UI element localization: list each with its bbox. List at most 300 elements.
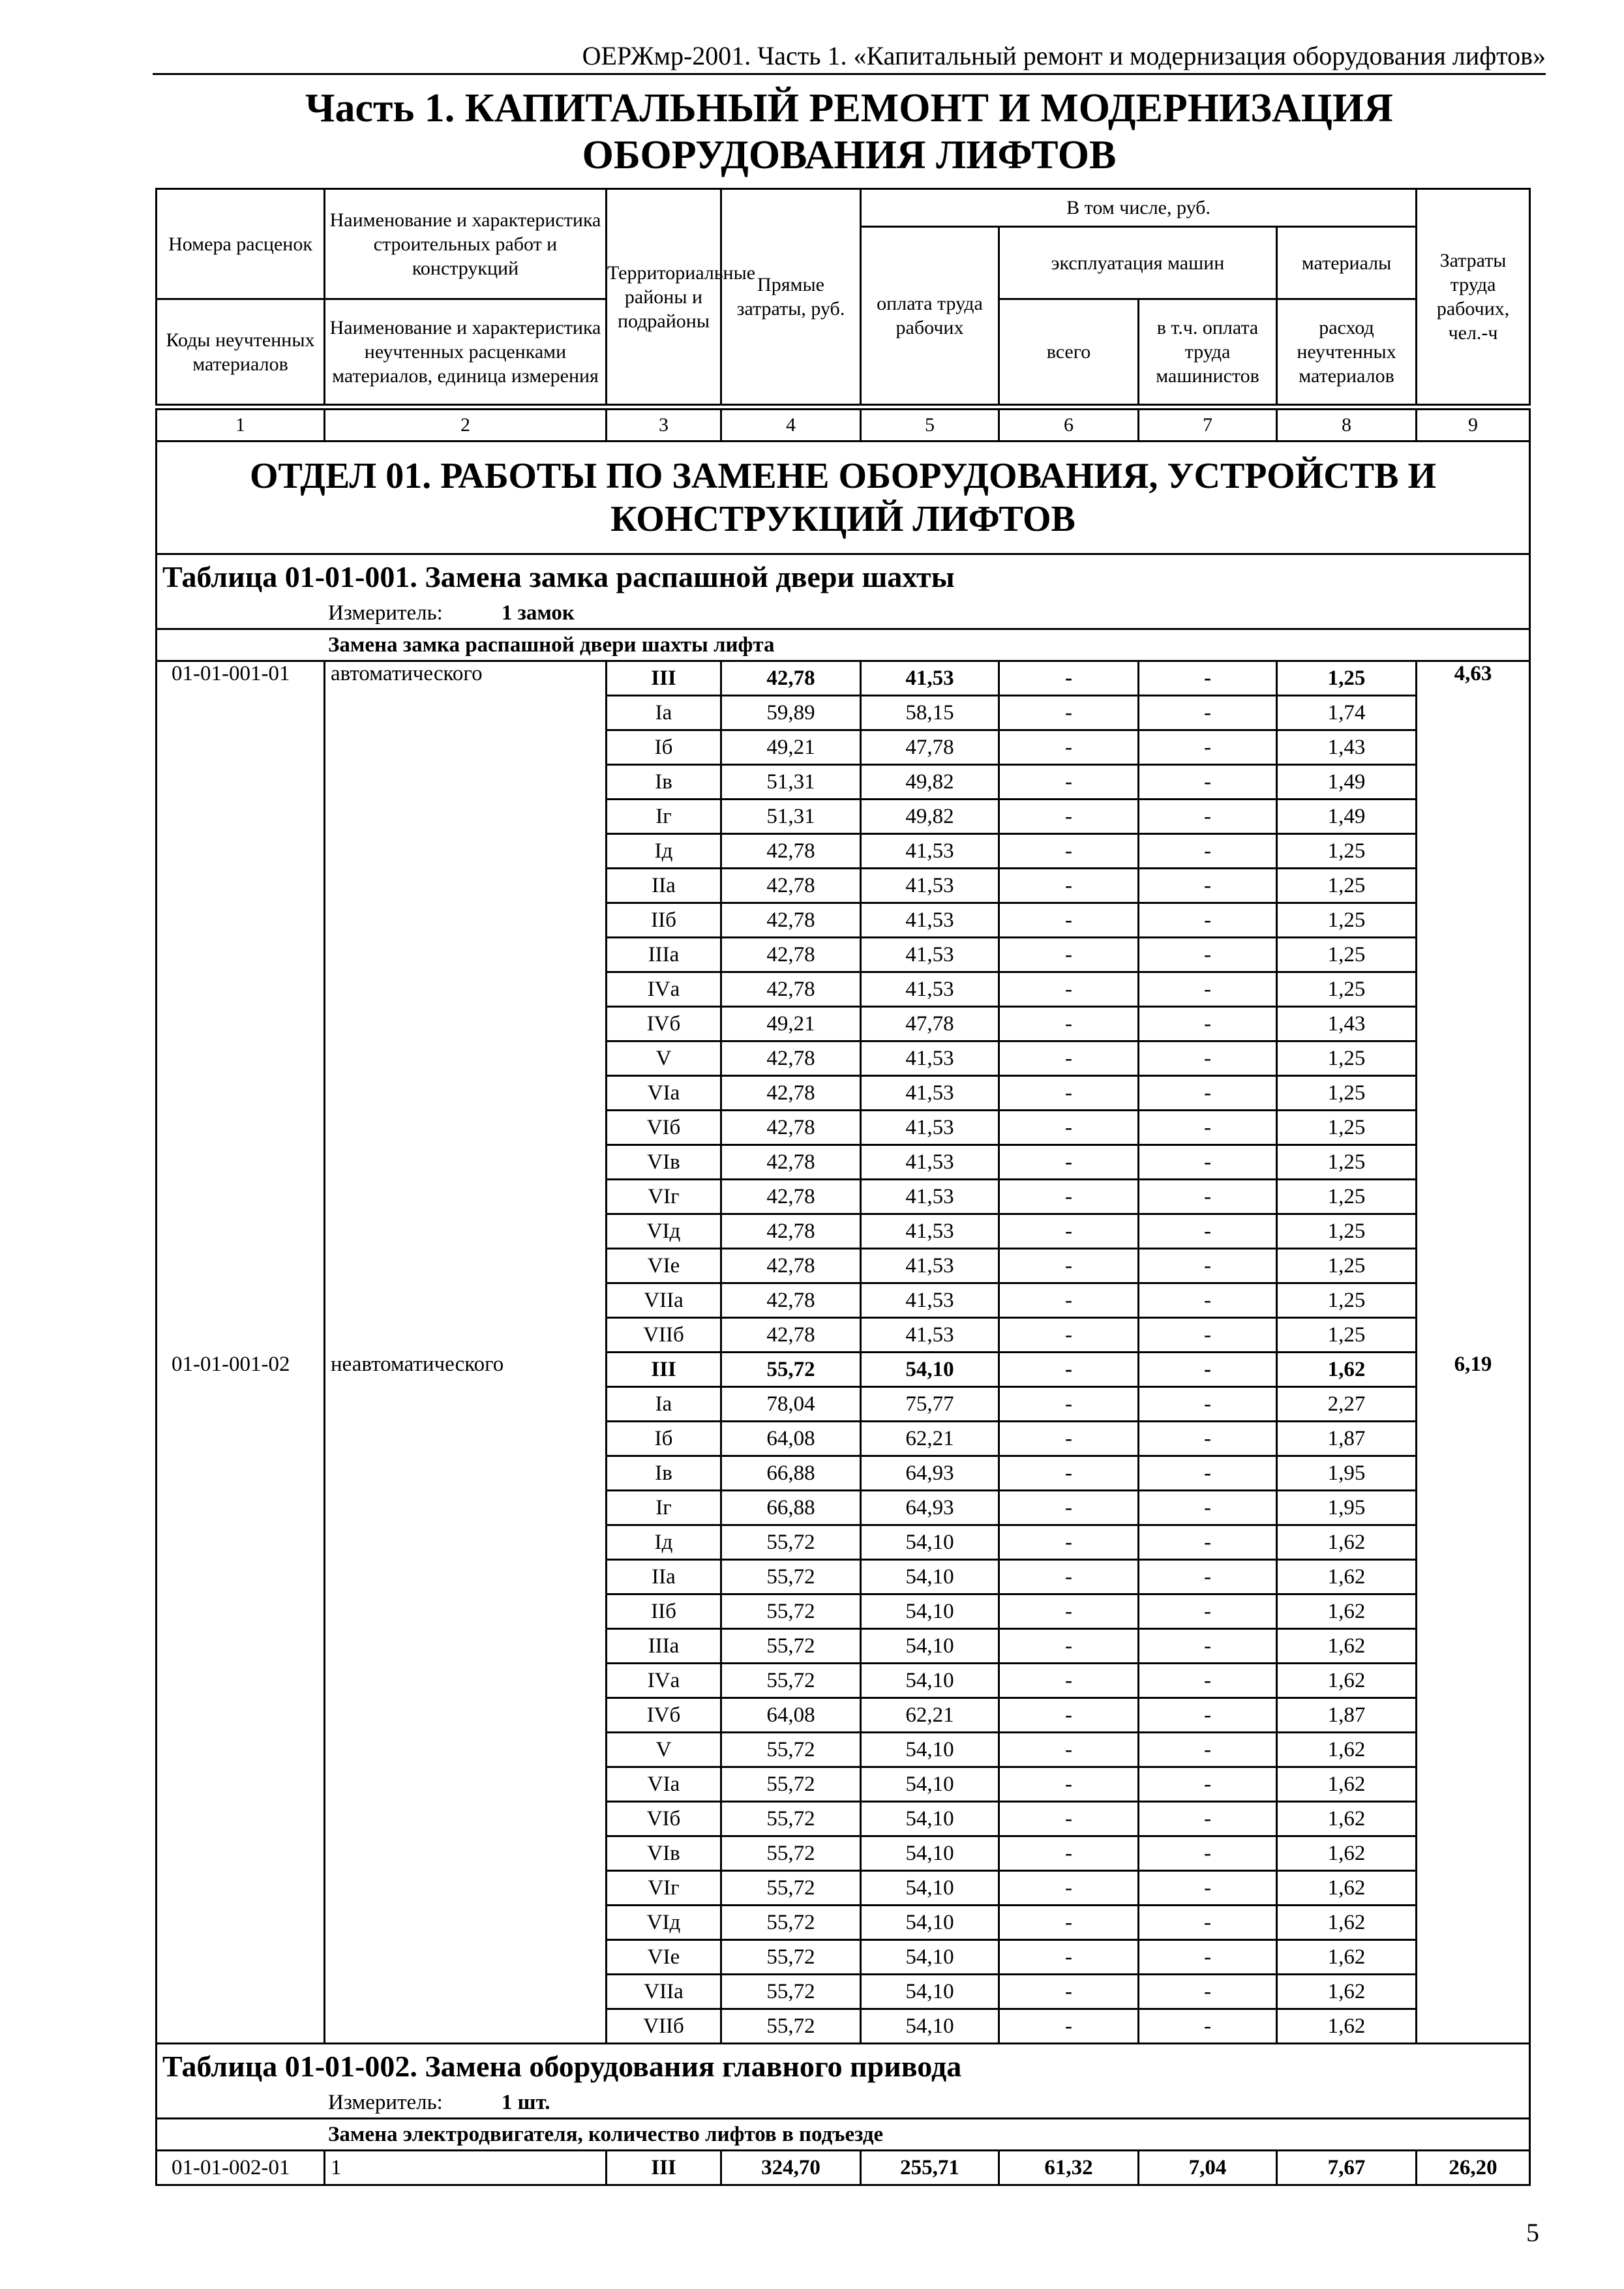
- territory-zone: VIг: [607, 1180, 721, 1214]
- workers-pay: 41,53: [861, 972, 999, 1007]
- machinist-pay: -: [1139, 1698, 1277, 1733]
- machinist-pay: -: [1139, 1041, 1277, 1076]
- territory-zone: Iб: [607, 1422, 721, 1456]
- measure-label: Измеритель:: [328, 601, 443, 625]
- machines-total: -: [999, 1594, 1139, 1629]
- workers-pay: 54,10: [861, 1525, 999, 1560]
- territory-zone: IVб: [607, 1698, 721, 1733]
- territory-zone: Iг: [607, 1491, 721, 1525]
- workers-pay: 41,53: [861, 1283, 999, 1318]
- page-title-line-2: ОБОРУДОВАНИЯ ЛИФТОВ: [582, 133, 1117, 177]
- materials: 1,25: [1277, 661, 1417, 696]
- col-header-including: В том числе, руб.: [861, 189, 1417, 227]
- col-header-territory: Территориальные районы и подрайоны: [607, 189, 721, 405]
- machinist-pay: -: [1139, 1767, 1277, 1802]
- direct-costs: 42,78: [721, 1214, 861, 1249]
- materials: 1,25: [1277, 1076, 1417, 1111]
- column-number: 7: [1139, 410, 1277, 441]
- machinist-pay: -: [1139, 1664, 1277, 1698]
- territory-zone: Iа: [607, 696, 721, 730]
- territory-zone: VIа: [607, 1767, 721, 1802]
- machinist-pay: -: [1139, 1283, 1277, 1318]
- machines-total: -: [999, 1906, 1139, 1940]
- workers-pay: 54,10: [861, 1733, 999, 1767]
- column-number: 6: [999, 410, 1139, 441]
- workers-pay: 41,53: [861, 834, 999, 869]
- section-heading-row: [157, 441, 1530, 554]
- table-title-row: [157, 2044, 1530, 2088]
- direct-costs: 55,72: [721, 1733, 861, 1767]
- machinist-pay: -: [1139, 1249, 1277, 1283]
- machinist-pay: -: [1139, 1076, 1277, 1111]
- territory-zone: VIг: [607, 1871, 721, 1906]
- direct-costs: 42,78: [721, 1318, 861, 1353]
- materials: 1,25: [1277, 869, 1417, 903]
- machines-total: 61,32: [999, 2151, 1139, 2185]
- table-subheading: Замена замка распашной двери шахты лифта: [157, 629, 1530, 661]
- column-number: 8: [1277, 410, 1417, 441]
- territory-zone: IIIа: [607, 938, 721, 972]
- machines-total: -: [999, 1733, 1139, 1767]
- materials: 1,62: [1277, 1802, 1417, 1836]
- machinist-pay: -: [1139, 1560, 1277, 1594]
- workers-pay: 41,53: [861, 938, 999, 972]
- col-header-material-names: Наименование и характеристика неучтенных расценками материалов, единица измерения: [325, 299, 607, 405]
- materials: 1,25: [1277, 1249, 1417, 1283]
- machines-total: -: [999, 1940, 1139, 1975]
- workers-pay: 54,10: [861, 1560, 999, 1594]
- territory-zone: IIа: [607, 869, 721, 903]
- materials: 1,74: [1277, 696, 1417, 730]
- territory-zone: VIIа: [607, 1283, 721, 1318]
- machines-total: -: [999, 1629, 1139, 1664]
- machinist-pay: -: [1139, 1871, 1277, 1906]
- direct-costs: 55,72: [721, 1353, 861, 1387]
- col-header-machines-total: всего: [999, 299, 1139, 405]
- col-header-materials: материалы: [1277, 227, 1417, 299]
- territory-zone: IIа: [607, 1560, 721, 1594]
- rates-table: [155, 408, 1531, 2186]
- column-number: 5: [861, 410, 999, 441]
- workers-pay: 54,10: [861, 1664, 999, 1698]
- workers-pay: 41,53: [861, 1111, 999, 1145]
- machinist-pay: -: [1139, 1491, 1277, 1525]
- materials: 1,62: [1277, 1733, 1417, 1767]
- territory-zone: Iб: [607, 730, 721, 765]
- machinist-pay: -: [1139, 1836, 1277, 1871]
- machines-total: -: [999, 1283, 1139, 1318]
- table-row: [157, 661, 1530, 696]
- machines-total: -: [999, 1041, 1139, 1076]
- table-subheading: Замена электродвигателя, количество лифтов в подъезде: [157, 2119, 1530, 2151]
- measure-label: Измеритель:: [328, 2090, 443, 2114]
- col-header-workers-pay: оплата труда рабочих: [861, 227, 999, 405]
- machines-total: -: [999, 1249, 1139, 1283]
- machinist-pay: -: [1139, 765, 1277, 800]
- machines-total: -: [999, 972, 1139, 1007]
- direct-costs: 42,78: [721, 972, 861, 1007]
- machinist-pay: -: [1139, 1318, 1277, 1353]
- section-heading: [157, 441, 1530, 554]
- workers-pay: 62,21: [861, 1698, 999, 1733]
- territory-zone: Iв: [607, 1456, 721, 1491]
- direct-costs: 42,78: [721, 1111, 861, 1145]
- workers-pay: 62,21: [861, 1422, 999, 1456]
- machines-total: -: [999, 1387, 1139, 1422]
- machinist-pay: -: [1139, 661, 1277, 696]
- labor-costs: 26,20: [1417, 2151, 1530, 2185]
- col-header-material-codes: Коды неучтенных материалов: [157, 299, 325, 405]
- direct-costs: 55,72: [721, 1560, 861, 1594]
- territory-zone: Iв: [607, 765, 721, 800]
- machinist-pay: -: [1139, 1387, 1277, 1422]
- territory-zone: VIб: [607, 1111, 721, 1145]
- materials: 1,62: [1277, 1353, 1417, 1387]
- workers-pay: 54,10: [861, 1767, 999, 1802]
- territory-zone: V: [607, 1041, 721, 1076]
- territory-zone: VIд: [607, 1906, 721, 1940]
- materials: 1,49: [1277, 765, 1417, 800]
- machines-total: -: [999, 1422, 1139, 1456]
- machines-total: -: [999, 1698, 1139, 1733]
- measure-row: [157, 598, 1530, 629]
- measure-unit: [157, 2087, 1530, 2119]
- direct-costs: 55,72: [721, 1629, 861, 1664]
- materials: 1,87: [1277, 1698, 1417, 1733]
- direct-costs: 42,78: [721, 903, 861, 938]
- col-header-rate-numbers: Номера расценок: [157, 189, 325, 299]
- machinist-pay: -: [1139, 1594, 1277, 1629]
- machinist-pay: -: [1139, 1214, 1277, 1249]
- materials: 1,95: [1277, 1456, 1417, 1491]
- direct-costs: 55,72: [721, 1871, 861, 1906]
- materials: 1,62: [1277, 1906, 1417, 1940]
- machines-total: -: [999, 869, 1139, 903]
- materials: 2,27: [1277, 1387, 1417, 1422]
- direct-costs: 42,78: [721, 1145, 861, 1180]
- column-number: 3: [607, 410, 721, 441]
- rate-name: автоматического: [325, 661, 607, 1353]
- machines-total: -: [999, 1525, 1139, 1560]
- territory-zone: IVа: [607, 972, 721, 1007]
- materials: 1,62: [1277, 1594, 1417, 1629]
- table-title: Таблица 01-01-002. Замена оборудования главного привода: [157, 2044, 1530, 2088]
- territory-zone: Iд: [607, 1525, 721, 1560]
- rate-name: 1: [325, 2151, 607, 2185]
- machinist-pay: -: [1139, 834, 1277, 869]
- direct-costs: 51,31: [721, 765, 861, 800]
- materials: 1,25: [1277, 1318, 1417, 1353]
- workers-pay: 54,10: [861, 1594, 999, 1629]
- workers-pay: 41,53: [861, 1041, 999, 1076]
- machinist-pay: -: [1139, 938, 1277, 972]
- direct-costs: 42,78: [721, 1283, 861, 1318]
- machinist-pay: -: [1139, 1111, 1277, 1145]
- workers-pay: 49,82: [861, 800, 999, 834]
- materials: 1,25: [1277, 972, 1417, 1007]
- workers-pay: 54,10: [861, 2009, 999, 2044]
- workers-pay: 54,10: [861, 1353, 999, 1387]
- machinist-pay: -: [1139, 1975, 1277, 2009]
- machinist-pay: -: [1139, 1353, 1277, 1387]
- direct-costs: 78,04: [721, 1387, 861, 1422]
- machines-total: -: [999, 1007, 1139, 1041]
- territory-zone: IVа: [607, 1664, 721, 1698]
- territory-zone: VIб: [607, 1802, 721, 1836]
- page-title: [153, 85, 1546, 179]
- workers-pay: 41,53: [861, 869, 999, 903]
- direct-costs: 66,88: [721, 1491, 861, 1525]
- column-number: 1: [157, 410, 325, 441]
- territory-zone: Iд: [607, 834, 721, 869]
- machinist-pay: 7,04: [1139, 2151, 1277, 2185]
- materials: 1,62: [1277, 1940, 1417, 1975]
- territory-zone: IIIа: [607, 1629, 721, 1664]
- direct-costs: 42,78: [721, 1180, 861, 1214]
- materials: 1,25: [1277, 1180, 1417, 1214]
- territory-zone: VIв: [607, 1145, 721, 1180]
- materials: 1,62: [1277, 1871, 1417, 1906]
- col-header-machinist-pay: в т.ч. оплата труда машинистов: [1139, 299, 1277, 405]
- table-row: [157, 1353, 1530, 1387]
- machinist-pay: -: [1139, 972, 1277, 1007]
- territory-zone: III: [607, 2151, 721, 2185]
- direct-costs: 55,72: [721, 2009, 861, 2044]
- direct-costs: 55,72: [721, 1975, 861, 2009]
- machines-total: -: [999, 765, 1139, 800]
- materials: 1,62: [1277, 1560, 1417, 1594]
- workers-pay: 41,53: [861, 1249, 999, 1283]
- machinist-pay: -: [1139, 1906, 1277, 1940]
- materials: 1,95: [1277, 1491, 1417, 1525]
- machines-total: -: [999, 1145, 1139, 1180]
- territory-zone: Iг: [607, 800, 721, 834]
- workers-pay: 54,10: [861, 1629, 999, 1664]
- workers-pay: 64,93: [861, 1456, 999, 1491]
- materials: 7,67: [1277, 2151, 1417, 2185]
- direct-costs: 49,21: [721, 730, 861, 765]
- machines-total: -: [999, 1871, 1139, 1906]
- column-number: 2: [325, 410, 607, 441]
- table-title-row: [157, 554, 1530, 599]
- col-header-machine-operation: эксплуатация машин: [999, 227, 1277, 299]
- page-title-line-1: Часть 1. КАПИТАЛЬНЫЙ РЕМОНТ И МОДЕРНИЗАЦИЯ: [305, 86, 1393, 130]
- machines-total: -: [999, 1111, 1139, 1145]
- machinist-pay: -: [1139, 1456, 1277, 1491]
- materials: 1,87: [1277, 1422, 1417, 1456]
- direct-costs: 42,78: [721, 1249, 861, 1283]
- machinist-pay: -: [1139, 696, 1277, 730]
- territory-zone: VIе: [607, 1940, 721, 1975]
- workers-pay: 54,10: [861, 1906, 999, 1940]
- workers-pay: 54,10: [861, 1871, 999, 1906]
- machinist-pay: -: [1139, 1422, 1277, 1456]
- machines-total: -: [999, 1214, 1139, 1249]
- direct-costs: 64,08: [721, 1422, 861, 1456]
- subheading-row: [157, 2119, 1530, 2151]
- workers-pay: 75,77: [861, 1387, 999, 1422]
- materials: 1,25: [1277, 903, 1417, 938]
- territory-zone: IVб: [607, 1007, 721, 1041]
- materials: 1,25: [1277, 834, 1417, 869]
- machines-total: -: [999, 1180, 1139, 1214]
- materials: 1,62: [1277, 1975, 1417, 2009]
- rate-code: 01-01-002-01: [157, 2151, 325, 2185]
- machinist-pay: -: [1139, 1802, 1277, 1836]
- workers-pay: 41,53: [861, 1145, 999, 1180]
- workers-pay: 41,53: [861, 1318, 999, 1353]
- materials: 1,25: [1277, 938, 1417, 972]
- territory-zone: IIб: [607, 1594, 721, 1629]
- direct-costs: 64,08: [721, 1698, 861, 1733]
- materials: 1,25: [1277, 1145, 1417, 1180]
- machinist-pay: -: [1139, 1180, 1277, 1214]
- machines-total: -: [999, 1664, 1139, 1698]
- page-number: 5: [1526, 2218, 1539, 2247]
- workers-pay: 54,10: [861, 1940, 999, 1975]
- workers-pay: 41,53: [861, 1214, 999, 1249]
- materials: 1,25: [1277, 1041, 1417, 1076]
- col-header-work-name: Наименование и характеристика строительных работ и конструкций: [325, 189, 607, 299]
- direct-costs: 55,72: [721, 1906, 861, 1940]
- direct-costs: 55,72: [721, 1594, 861, 1629]
- territory-zone: VIIб: [607, 2009, 721, 2044]
- materials: 1,43: [1277, 1007, 1417, 1041]
- machines-total: -: [999, 834, 1139, 869]
- table-title: Таблица 01-01-001. Замена замка распашной двери шахты: [157, 554, 1530, 599]
- materials: 1,62: [1277, 1836, 1417, 1871]
- direct-costs: 59,89: [721, 696, 861, 730]
- machines-total: -: [999, 1560, 1139, 1594]
- materials: 1,62: [1277, 1525, 1417, 1560]
- workers-pay: 255,71: [861, 2151, 999, 2185]
- direct-costs: 55,72: [721, 1940, 861, 1975]
- direct-costs: 42,78: [721, 938, 861, 972]
- labor-costs: 4,63: [1417, 661, 1530, 1353]
- direct-costs: 55,72: [721, 1525, 861, 1560]
- col-header-labor-costs: Затраты труда рабочих, чел.-ч: [1417, 189, 1530, 405]
- direct-costs: 42,78: [721, 834, 861, 869]
- machines-total: -: [999, 903, 1139, 938]
- column-number: 9: [1417, 410, 1530, 441]
- direct-costs: 42,78: [721, 869, 861, 903]
- machines-total: -: [999, 800, 1139, 834]
- materials: 1,62: [1277, 2009, 1417, 2044]
- direct-costs: 55,72: [721, 1767, 861, 1802]
- direct-costs: 51,31: [721, 800, 861, 834]
- machines-total: -: [999, 730, 1139, 765]
- workers-pay: 41,53: [861, 1180, 999, 1214]
- direct-costs: 324,70: [721, 2151, 861, 2185]
- workers-pay: 47,78: [861, 730, 999, 765]
- machines-total: -: [999, 1353, 1139, 1387]
- materials: 1,62: [1277, 1629, 1417, 1664]
- territory-zone: IIб: [607, 903, 721, 938]
- machinist-pay: -: [1139, 1007, 1277, 1041]
- territory-zone: VIв: [607, 1836, 721, 1871]
- column-number: 4: [721, 410, 861, 441]
- materials: 1,25: [1277, 1283, 1417, 1318]
- workers-pay: 47,78: [861, 1007, 999, 1041]
- workers-pay: 41,53: [861, 903, 999, 938]
- direct-costs: 42,78: [721, 661, 861, 696]
- direct-costs: 42,78: [721, 1041, 861, 1076]
- territory-zone: VIIб: [607, 1318, 721, 1353]
- measure-value: 1 шт.: [501, 2090, 550, 2114]
- machines-total: -: [999, 661, 1139, 696]
- territory-zone: III: [607, 661, 721, 696]
- machinist-pay: -: [1139, 869, 1277, 903]
- machinist-pay: -: [1139, 1145, 1277, 1180]
- territory-zone: VIд: [607, 1214, 721, 1249]
- direct-costs: 49,21: [721, 1007, 861, 1041]
- machinist-pay: -: [1139, 1629, 1277, 1664]
- workers-pay: 58,15: [861, 696, 999, 730]
- workers-pay: 41,53: [861, 661, 999, 696]
- running-header: ОЕРЖмр-2001. Часть 1. «Капитальный ремонт и модернизация оборудования лифтов»: [153, 39, 1546, 75]
- workers-pay: 54,10: [861, 1975, 999, 2009]
- machinist-pay: -: [1139, 1733, 1277, 1767]
- direct-costs: 42,78: [721, 1076, 861, 1111]
- measure-value: 1 замок: [501, 601, 575, 625]
- materials: 1,49: [1277, 800, 1417, 834]
- machines-total: -: [999, 1318, 1139, 1353]
- workers-pay: 41,53: [861, 1076, 999, 1111]
- rate-code: 01-01-001-02: [157, 1353, 325, 2044]
- direct-costs: 55,72: [721, 1664, 861, 1698]
- territory-zone: VIе: [607, 1249, 721, 1283]
- section-heading-line-2: КОНСТРУКЦИЙ ЛИФТОВ: [610, 499, 1075, 539]
- col-header-material-consumption: расход неучтенных материалов: [1277, 299, 1417, 405]
- rate-code: 01-01-001-01: [157, 661, 325, 1353]
- materials: 1,62: [1277, 1664, 1417, 1698]
- territory-zone: III: [607, 1353, 721, 1387]
- machinist-pay: -: [1139, 730, 1277, 765]
- machinist-pay: -: [1139, 1940, 1277, 1975]
- territory-zone: V: [607, 1733, 721, 1767]
- territory-zone: Iа: [607, 1387, 721, 1422]
- machines-total: -: [999, 1491, 1139, 1525]
- materials: 1,25: [1277, 1214, 1417, 1249]
- measure-unit: [157, 598, 1530, 629]
- machines-total: -: [999, 1836, 1139, 1871]
- column-numbers-row: [157, 410, 1530, 441]
- workers-pay: 49,82: [861, 765, 999, 800]
- machines-total: -: [999, 696, 1139, 730]
- direct-costs: 66,88: [721, 1456, 861, 1491]
- section-heading-line-1: ОТДЕЛ 01. РАБОТЫ ПО ЗАМЕНЕ ОБОРУДОВАНИЯ, УСТРОЙСТВ И: [249, 456, 1436, 496]
- materials: 1,25: [1277, 1111, 1417, 1145]
- machines-total: -: [999, 2009, 1139, 2044]
- machinist-pay: -: [1139, 1525, 1277, 1560]
- machines-total: -: [999, 1076, 1139, 1111]
- table-row: [157, 2151, 1530, 2185]
- territory-zone: VIа: [607, 1076, 721, 1111]
- machinist-pay: -: [1139, 2009, 1277, 2044]
- machinist-pay: -: [1139, 903, 1277, 938]
- machines-total: -: [999, 1975, 1139, 2009]
- rate-name: неавтоматического: [325, 1353, 607, 2044]
- column-header-table: [155, 188, 1531, 406]
- machines-total: -: [999, 1767, 1139, 1802]
- machinist-pay: -: [1139, 800, 1277, 834]
- materials: 1,43: [1277, 730, 1417, 765]
- workers-pay: 64,93: [861, 1491, 999, 1525]
- direct-costs: 55,72: [721, 1802, 861, 1836]
- machines-total: -: [999, 938, 1139, 972]
- subheading-row: [157, 629, 1530, 661]
- territory-zone: VIIа: [607, 1975, 721, 2009]
